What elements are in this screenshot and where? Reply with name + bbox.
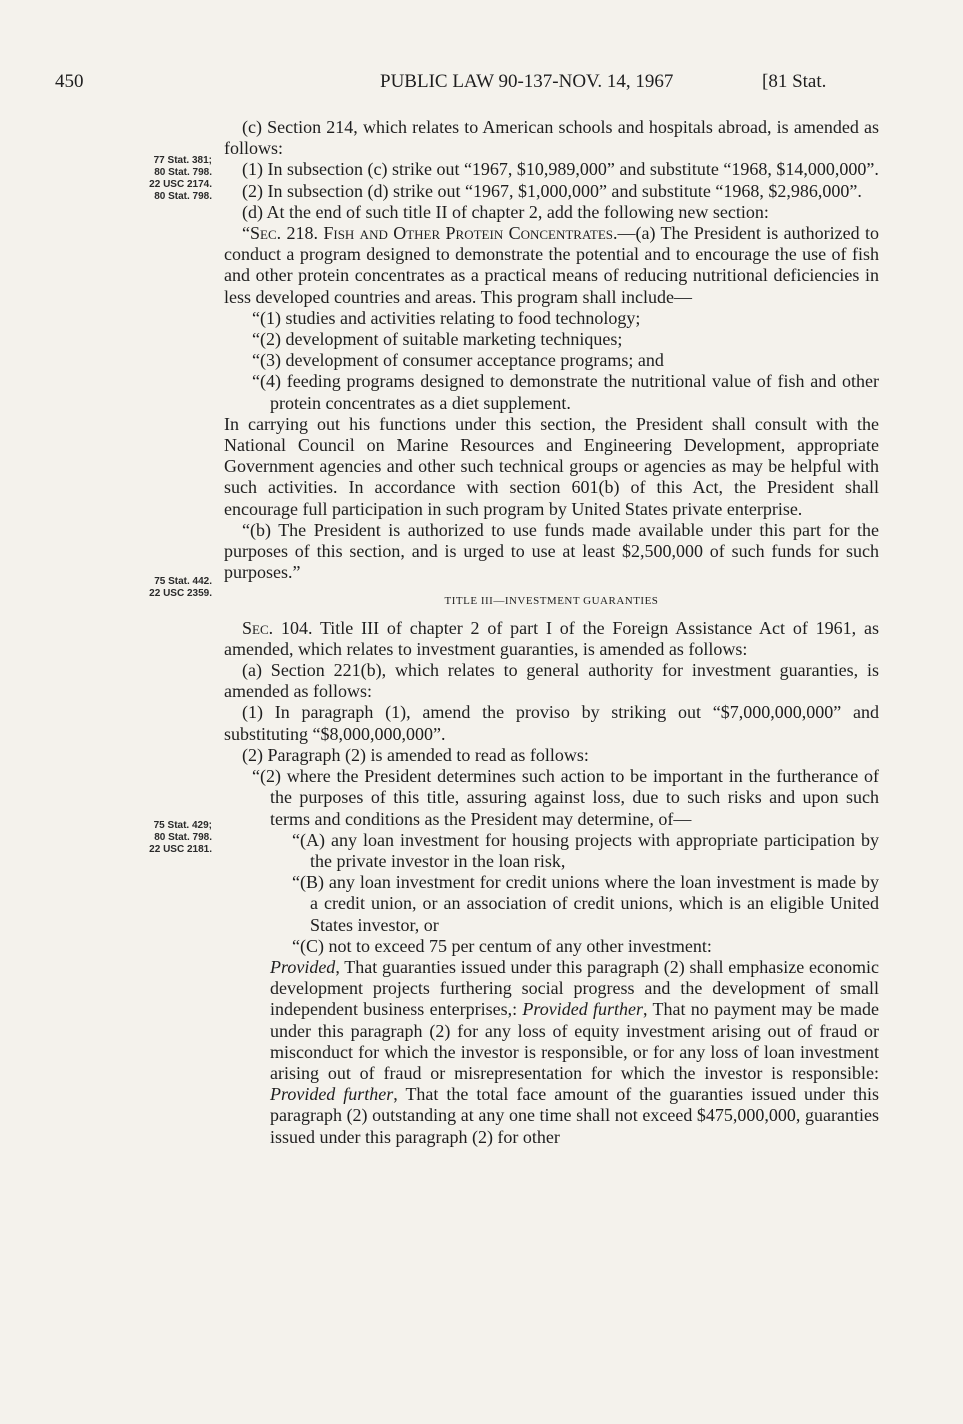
proviso-label: Provided further [522,999,644,1020]
paragraph: (c) Section 214, which relates to American schools and hospitals abroad, is amended as follows: [224,117,879,159]
margin-line: 80 Stat. 798. [154,191,212,202]
margin-citation-3 [62,820,212,856]
page-body [224,117,879,1148]
paragraph-text: 104. Title III of chapter 2 of part I of the Foreign Assistance Act of 1961, as amended, which relates to investment guaranties, is amended as follows: [224,617,879,659]
section-104-paragraph [224,618,879,660]
paragraph: (2) Paragraph (2) is amended to read as follows: [242,744,589,765]
margin-line: 22 USC 2359. [149,588,212,599]
title-heading: TITLE III—INVESTMENT GUARANTIES [444,595,659,608]
margin-citation-1 [62,155,212,203]
margin-line: 77 Stat. 381; [153,155,212,166]
paragraph: “(b) The President is authorized to use funds made available under this part for the purposes of this section, and is urged to use at least $2,500,000 of such funds for such purposes.” [224,519,879,583]
proviso-label: Provided further [270,1084,394,1105]
margin-line: 80 Stat. 798. [154,167,212,178]
paragraph-text: , That guaranties issued under this paragraph (2) shall emphasize economic development projects furthering social progress and the development of small independent business enterprises,: [270,956,879,1020]
paragraph: (d) At the end of such title II of chapter 2, add the following new section: [242,201,769,222]
list-item: “(2) where the President determines such action to be important in the furtherance of the purposes of this title, assuring against loss, due to such risks and upon such terms and conditions as the President may determine, of— [252,766,879,829]
margin-line: 75 Stat. 442. [154,576,212,587]
running-header [0,70,963,100]
margin-citation-2 [62,576,212,600]
list-item: “(C) not to exceed 75 per centum of any other investment: [292,935,712,956]
section-218-heading: “Sec. 218. Fish and Other Protein Concentrates. [242,223,618,244]
list-item: “(A) any loan investment for housing projects with appropriate participation by the private investor in the loan risk, [292,829,879,871]
margin-line: 22 USC 2181. [149,844,212,855]
list-item: “(4) feeding programs designed to demonstrate the nutritional value of fish and other protein concentrates as a diet supplement. [252,371,879,413]
list-item: “(3) development of consumer acceptance programs; and [252,350,664,371]
margin-line: 22 USC 2174. [149,179,212,190]
paragraph: (1) In paragraph (1), amend the proviso by striking out “$7,000,000,000” and substituting “$8,000,000,000”. [224,702,879,744]
margin-line: 80 Stat. 798. [154,832,212,843]
paragraph: (2) In subsection (d) strike out “1967, $1,000,000” and substitute “1968, $2,986,000”. [242,180,862,201]
paragraph: In carrying out his functions under this section, the President shall consult with the National Council on Marine Resources and Engineering Development, appropriate Government agencies and other such technical groups or agencies as may be helpful with such activities. In accordance with section 601(b) of this Act, the President shall encourage full participation in such program by United States private enterprise. [224,413,879,519]
list-item: “(2) development of suitable marketing techniques; [252,329,623,350]
paragraph-text: , That no payment may be made under this paragraph (2) for any loss of equity investment arising out of fraud or misconduct for which the investor is responsible, or for any loss of loan investment arising out of fraud or misrepresentation for which the investor is responsible: [270,999,879,1083]
paragraph-text: —(a) The President is authorized to conduct a program designed to demonstrate the potential and to encourage the use of fish and other protein concentrates as a practical means of reducing nutritional deficiencies in less developed countries and areas. This program shall include— [224,223,879,307]
margin-line: 75 Stat. 429; [153,820,212,831]
paragraph: (1) In subsection (c) strike out “1967, $10,989,000” and substitute “1968, $14,000,000”. [242,159,879,180]
list-item: “(1) studies and activities relating to food technology; [252,307,641,328]
paragraph-text: , That the total face amount of the guaranties issued under this paragraph (2) outstanding at any one time shall not exceed $475,000,000, guaranties issued under this paragraph (2) for other [270,1084,880,1147]
paragraph: (a) Section 221(b), which relates to general authority for investment guaranties, is amended as follows: [224,660,879,702]
proviso-paragraph [224,957,879,1148]
volume-reference: [81 Stat. [762,71,827,92]
page-number: 450 [55,71,84,92]
proviso-label: Provided [270,956,336,977]
page-title: PUBLIC LAW 90-137-NOV. 14, 1967 [380,71,674,92]
list-item: “(B) any loan investment for credit unions where the loan investment is made by a credit union, or an association of credit unions, which is an eligible United States investor, or [292,872,879,935]
section-label: Sec. [242,617,274,638]
section-218-paragraph [224,223,879,308]
